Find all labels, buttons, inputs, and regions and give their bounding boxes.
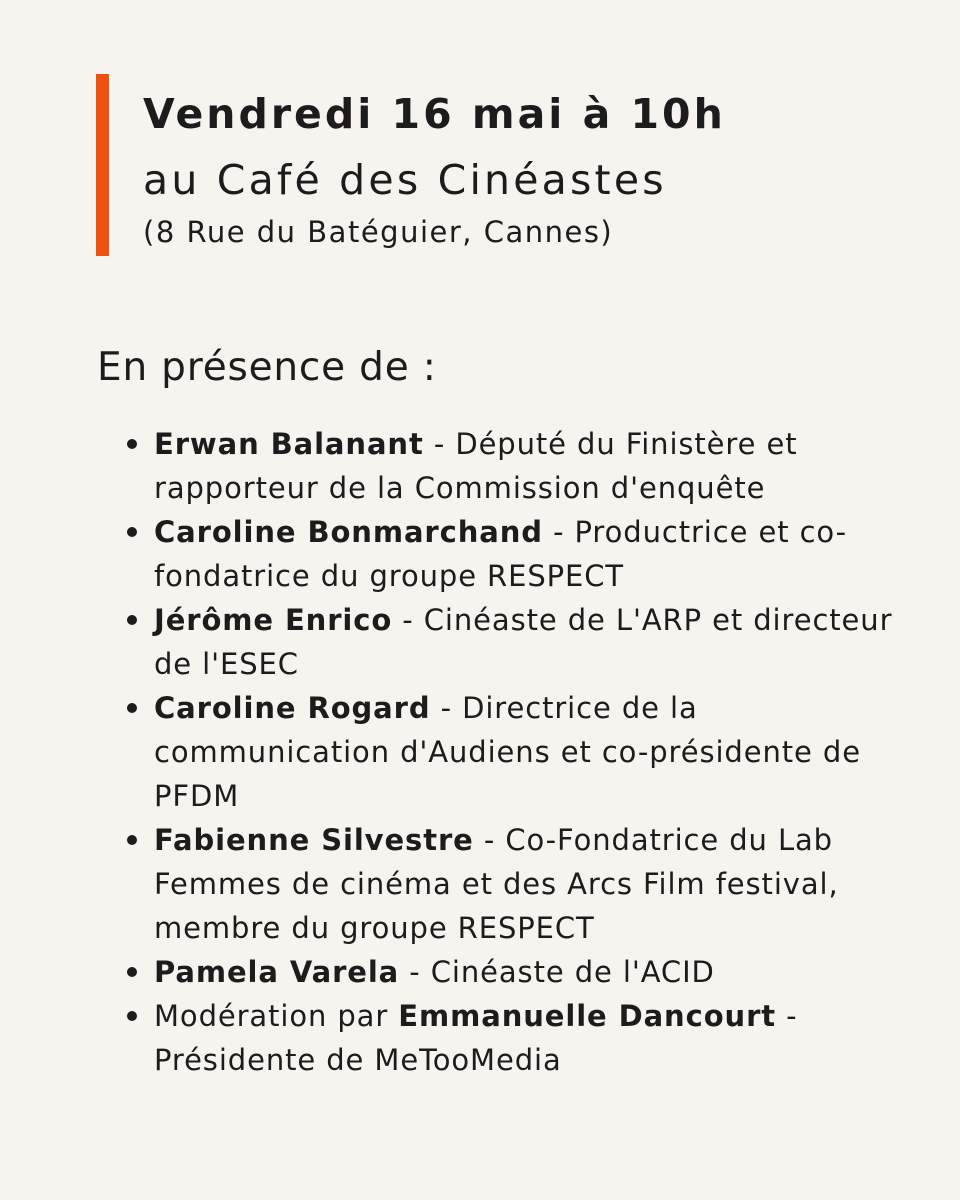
guest-role: - Cinéaste de L'ARP et directeur de l'ESEC <box>154 603 893 681</box>
bullet-icon <box>127 967 137 977</box>
guest-role: - Co-Fondatrice du Lab Femmes de cinéma et des Arcs Film festival, membre du groupe RESPECT <box>154 823 839 945</box>
guest-item <box>154 510 934 598</box>
moderator-role: - Présidente de MeTooMedia <box>154 999 798 1077</box>
event-address: (8 Rue du Batéguier, Cannes) <box>143 215 614 249</box>
bullet-icon <box>127 835 137 845</box>
bullet-icon <box>127 615 137 625</box>
bullet-icon <box>127 527 137 537</box>
accent-bar <box>96 74 109 256</box>
guest-role: - Cinéaste de l'ACID <box>399 955 715 989</box>
bullet-icon <box>127 703 137 713</box>
event-venue-title: au Café des Cinéastes <box>143 156 667 204</box>
bullet-icon <box>127 1011 137 1021</box>
event-header <box>96 74 876 256</box>
guest-item <box>154 686 934 818</box>
guest-name: Jérôme Enrico <box>154 603 393 637</box>
moderation-prefix: Modération par <box>154 999 399 1033</box>
guest-role: - Député du Finistère et rapporteur de la Commission d'enquête <box>154 427 798 505</box>
guest-list <box>154 422 934 1082</box>
guest-name: Erwan Balanant <box>154 427 424 461</box>
moderator-name: Emmanuelle Dancourt <box>398 999 777 1033</box>
guest-name: Caroline Bonmarchand <box>154 515 543 549</box>
event-date-title: Vendredi 16 mai à 10h <box>143 90 726 138</box>
guest-name: Caroline Rogard <box>154 691 431 725</box>
guest-name: Pamela Varela <box>154 955 400 989</box>
moderation-item <box>154 994 934 1082</box>
guest-name: Fabienne Silvestre <box>154 823 474 857</box>
guest-role: - Directrice de la communication d'Audiens et co-présidente de PFDM <box>154 691 861 813</box>
guests-heading: En présence de : <box>97 345 437 390</box>
guest-item <box>154 818 934 950</box>
guest-role: - Productrice et co-fondatrice du groupe RESPECT <box>154 515 847 593</box>
guest-item <box>154 598 934 686</box>
guest-item <box>154 950 934 994</box>
bullet-icon <box>127 439 137 449</box>
guest-item <box>154 422 934 510</box>
